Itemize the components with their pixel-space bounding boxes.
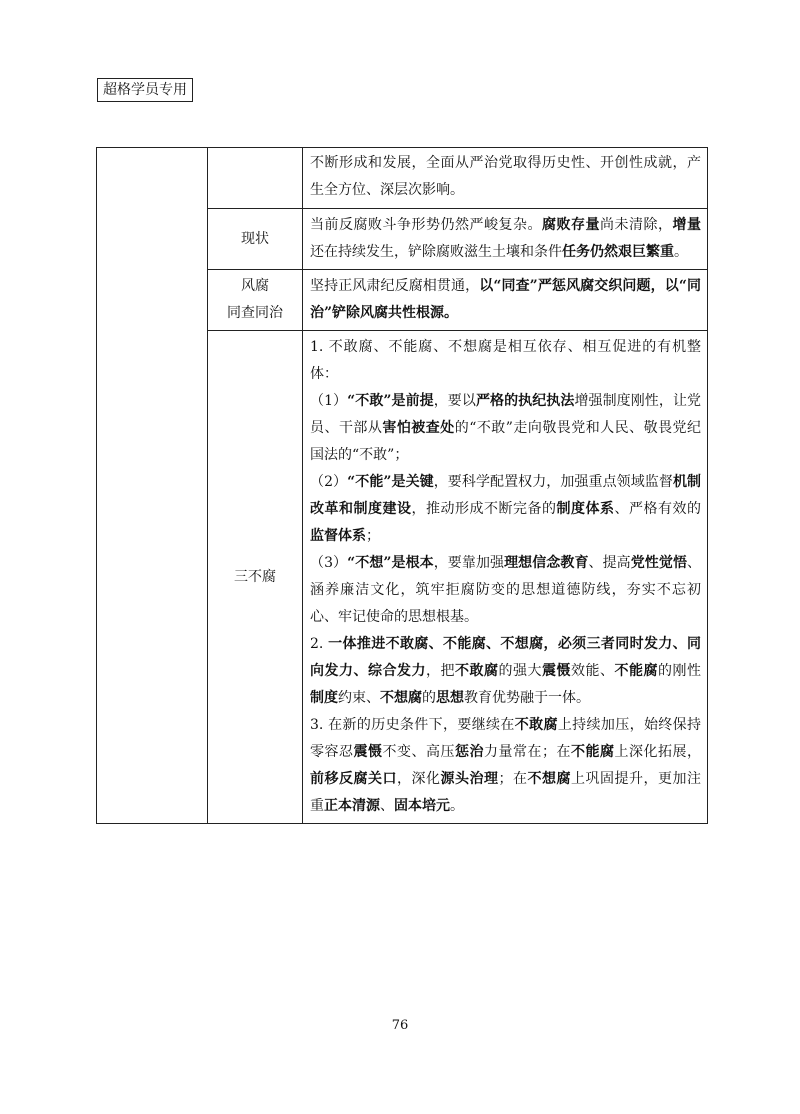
emphasis-text: “不敢”是前提 xyxy=(347,393,434,409)
row-label: 三不腐 xyxy=(208,331,303,824)
body-text: ，要科学配置权力，加强重点领域监督 xyxy=(433,474,673,490)
row-label: 现状 xyxy=(208,209,303,270)
row-label-line: 风腐 xyxy=(241,278,269,294)
body-text: 尚未清除， xyxy=(600,217,673,233)
body-text: ，推动形成不断完备的 xyxy=(411,501,557,517)
content-paragraph xyxy=(310,334,701,388)
emphasis-text: 震慑 xyxy=(353,744,383,760)
emphasis-text: 腐败存量 xyxy=(542,217,600,233)
body-text: （3） xyxy=(310,555,348,571)
row-content xyxy=(303,209,708,270)
content-paragraph xyxy=(310,212,701,266)
emphasis-text: 思想 xyxy=(436,690,464,706)
emphasis-text: 监督体系 xyxy=(310,528,366,544)
body-text: 当前反腐败斗争形势仍然严峻复杂。 xyxy=(310,217,542,233)
emphasis-text: 制度体系 xyxy=(556,501,615,517)
body-text: 、提高 xyxy=(588,555,631,571)
body-text: 力量常在；在 xyxy=(484,744,571,760)
emphasis-text: “不能”是关键 xyxy=(347,474,434,490)
content-paragraph xyxy=(310,388,701,469)
emphasis-text: 前移反腐关口 xyxy=(310,771,397,787)
body-text: 上持续加压，始终保持零容忍 xyxy=(310,717,702,760)
emphasis-text: 严格的执纪执法 xyxy=(475,393,575,409)
body-text: 效能、 xyxy=(571,663,615,679)
emphasis-text: 一体推进不敢腐、不能腐、不想腐，必须三者同时发力、同向发力、综合发力 xyxy=(310,636,702,679)
body-text: 、 xyxy=(380,798,394,814)
row-content xyxy=(303,148,708,209)
body-text: 上深化拓展， xyxy=(614,744,701,760)
body-text: 的 xyxy=(422,690,436,706)
emphasis-text: 害怕被查处 xyxy=(382,420,455,436)
body-text: 的“不敢”走向敬畏党和人民、敬畏党纪国法的“不敢”； xyxy=(310,420,702,463)
body-text: 上巩固提升，更加注重 xyxy=(310,771,701,814)
body-text: 的刚性 xyxy=(658,663,701,679)
row-content xyxy=(303,270,708,331)
content-paragraph xyxy=(310,631,701,712)
row-label xyxy=(208,148,303,209)
body-text: （2） xyxy=(310,474,348,490)
row-label-line: 同查同治 xyxy=(227,305,283,321)
emphasis-text: “不想”是根本 xyxy=(347,555,434,571)
body-text: ；在 xyxy=(498,771,528,787)
emphasis-text: 惩治 xyxy=(455,744,484,760)
body-text: 、严格有效的 xyxy=(614,501,701,517)
emphasis-text: 制度 xyxy=(310,690,338,706)
body-text: 约束、 xyxy=(338,690,380,706)
body-text: ，深化 xyxy=(397,771,441,787)
row-content xyxy=(303,331,708,824)
body-text: 教育优势融于一体。 xyxy=(464,690,590,706)
body-text: 的强大 xyxy=(498,663,542,679)
emphasis-text: 党性觉悟 xyxy=(630,555,688,571)
content-paragraph xyxy=(310,273,701,327)
emphasis-text: 任务仍然艰巨繁重 xyxy=(562,244,674,260)
body-text: 不断形成和发展，全面从严治党取得历史性、开创性成就，产生全方位、深层次影响。 xyxy=(310,155,701,198)
body-text: 、涵养廉洁文化，筑牢拒腐防变的思想道德防线，夯实不忘初心、牢记使命的思想根基。 xyxy=(310,555,702,625)
emphasis-text: 不敢腐 xyxy=(514,717,558,733)
emphasis-text: 不想腐 xyxy=(380,690,422,706)
body-text: ，要靠加强 xyxy=(433,555,505,571)
emphasis-text: 不敢腐 xyxy=(455,663,499,679)
row-label xyxy=(208,270,303,331)
content-paragraph xyxy=(310,712,701,820)
emphasis-text: 理想信念教育 xyxy=(504,555,589,571)
emphasis-text: 源头治理 xyxy=(440,771,499,787)
table-row xyxy=(97,148,708,209)
content-paragraph xyxy=(310,150,701,204)
body-text: 1. 不敢腐、不能腐、不想腐是相互依存、相互促进的有机整体： xyxy=(310,339,701,382)
body-text: 不变、高压 xyxy=(382,744,455,760)
emphasis-text: 机制改革和制度建设 xyxy=(310,474,702,517)
content-paragraph xyxy=(310,550,701,631)
body-text: （1） xyxy=(310,393,348,409)
body-text: 3. 在新的历史条件下，要继续在 xyxy=(310,717,515,733)
emphasis-text: 不能腐 xyxy=(571,744,615,760)
merged-category-cell xyxy=(97,148,208,824)
body-text: 。 xyxy=(450,798,464,814)
emphasis-text: 固本培元 xyxy=(394,798,450,814)
header-label: 超格学员专用 xyxy=(97,78,193,102)
body-text: ，把 xyxy=(426,663,455,679)
emphasis-text: 不能腐 xyxy=(614,663,658,679)
body-text: 增强制度刚性，让党员、干部从 xyxy=(310,393,702,436)
body-text: 。 xyxy=(674,244,688,260)
page-number: 76 xyxy=(391,1018,409,1033)
body-text: 2. xyxy=(310,636,329,652)
emphasis-text: 震慑 xyxy=(542,663,571,679)
emphasis-text: 增量 xyxy=(672,217,701,233)
body-text: 坚持正风肃纪反腐相贯通， xyxy=(310,278,480,294)
content-table xyxy=(96,147,708,824)
emphasis-text: 正本清源 xyxy=(324,798,380,814)
body-text: ； xyxy=(366,528,380,544)
content-paragraph xyxy=(310,469,701,550)
body-text: 还在持续发生，铲除腐败滋生土壤和条件 xyxy=(310,244,562,260)
emphasis-text: 不想腐 xyxy=(527,771,571,787)
emphasis-text: 以“同查”严惩风腐交织问题，以“同治”铲除风腐共性根源。 xyxy=(310,278,701,321)
body-text: ，要以 xyxy=(433,393,476,409)
